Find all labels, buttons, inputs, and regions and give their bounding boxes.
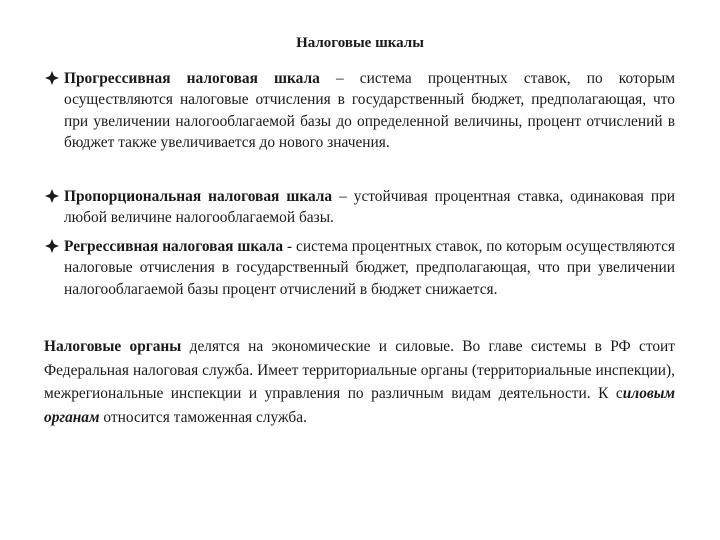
diamond-bullet-icon — [44, 188, 60, 204]
bullet-text — [64, 236, 675, 300]
diamond-bullet-icon — [44, 70, 60, 86]
bullet-proportional — [44, 186, 675, 229]
paragraph-term: Налоговые органы — [44, 338, 182, 355]
bullet-text — [64, 186, 675, 229]
bullet-definition: – устойчивая процентная ставка, одинаковая при любой величине налогооблагаемой базы. — [64, 188, 676, 227]
tax-authorities-paragraph — [44, 335, 675, 429]
paragraph-prefix: с — [615, 385, 623, 402]
page-title: Налоговые шкалы — [296, 35, 424, 51]
bullet-term: Пропорциональная налоговая шкала — [64, 188, 333, 205]
paragraph-text: делятся на экономические и силовые. Во главе системы в РФ стоит Федеральная налоговая служба. Имеет территориальные органы (территориальные инспекции), межрегиональные инспекции и управления по различным видам деятельности. К — [44, 338, 675, 402]
paragraph-emphasis: иловым органам — [44, 385, 675, 426]
bullet-definition: - система процентных ставок, по которым осуществляются налоговые отчисления в государственный бюджет, предполагающая, что при увеличении налогооблагаемой базы процент отчислений в бюджет снижается. — [64, 238, 676, 298]
diamond-bullet-icon — [44, 238, 60, 254]
bullet-progressive — [44, 68, 675, 153]
bullet-term: Регрессивная налоговая шкала — [64, 238, 284, 255]
paragraph-text-end: относится таможенная служба. — [99, 408, 307, 426]
bullet-definition: – система процентных ставок, по которым осуществляются налоговые отчисления в государственный бюджет, предполагающая, что при увеличении налогооблагаемой базы до определенной величины, процент отчислений в бюджет также увеличивается до нового значения. — [64, 70, 675, 151]
bullet-text — [64, 68, 675, 153]
bullet-regressive — [44, 236, 675, 300]
bullet-term: Прогрессивная налоговая шкала — [64, 70, 320, 87]
